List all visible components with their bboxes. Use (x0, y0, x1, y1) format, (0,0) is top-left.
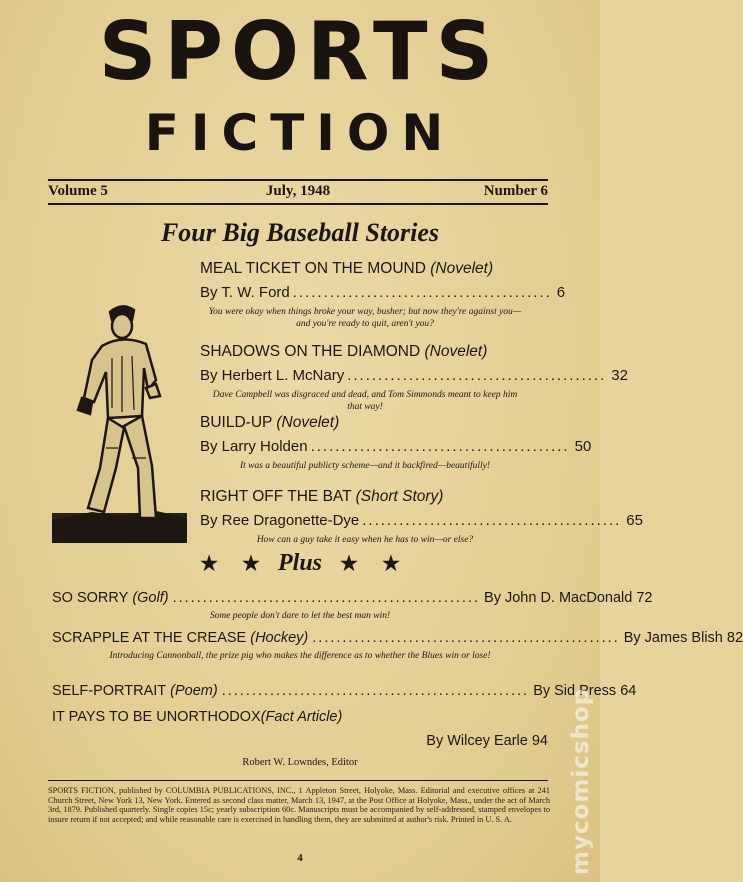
leader-dots: .......................................... (347, 367, 607, 384)
story-blurb: You were okay when things broke your way, busher; but now they're against you—and you're ready to quit, aren't you? (208, 307, 522, 329)
extra-author: By Wilcey Earle (426, 733, 528, 749)
extra-blurb: Some people don't dare to let the best man win! (209, 611, 391, 621)
leader-dots: ................................................... (221, 683, 530, 699)
story-2[interactable] (200, 342, 628, 413)
extra-1[interactable] (52, 588, 653, 622)
extra-page: 82 (726, 630, 743, 646)
plus-heading-row (0, 550, 600, 577)
story-title: MEAL TICKET ON THE MOUND (200, 260, 426, 277)
editor-credit: Robert W. Lowndes, Editor (242, 757, 358, 768)
leader-dots: .......................................... (292, 284, 552, 301)
story-3[interactable] (200, 413, 592, 472)
story-type: (Short Story) (355, 488, 444, 505)
extra-author: By Sid Press (533, 683, 617, 699)
extra-page: 94 (531, 733, 548, 749)
story-page: 6 (556, 284, 566, 301)
star-icon: ★ (340, 553, 358, 575)
issue-bottom-rule (48, 203, 548, 205)
extra-2[interactable] (52, 628, 743, 662)
extra-page: 64 (620, 683, 637, 699)
volume-label: Volume 5 (48, 183, 108, 199)
baseball-player-illustration (52, 298, 187, 543)
fine-print-rule (48, 780, 548, 781)
extra-title: SO SORRY (52, 590, 129, 606)
story-author: By Ree Dragonette-Dye (200, 512, 360, 529)
issue-number: Number 6 (483, 183, 548, 199)
story-blurb: Dave Campbell was disgraced and dead, and Tom Simmonds meant to keep him that way! (212, 390, 518, 412)
story-page: 65 (626, 512, 643, 529)
leader-dots: ................................................... (312, 630, 620, 646)
issue-date: July, 1948 (265, 183, 331, 199)
extra-author: By James Blish (623, 630, 723, 646)
story-title: BUILD-UP (200, 414, 273, 431)
story-page: 50 (574, 438, 592, 455)
star-icon: ★ (381, 553, 400, 575)
star-icon: ★ (242, 553, 260, 575)
extra-type: (Poem) (170, 683, 218, 699)
story-author: By T. W. Ford (200, 284, 290, 301)
story-type: (Novelet) (430, 260, 494, 277)
watermark: mycomicshop (568, 687, 594, 875)
issue-info-bar (48, 181, 548, 203)
extra-type: (Hockey) (250, 630, 309, 646)
masthead-fiction: FICTION (144, 104, 456, 162)
story-type: (Novelet) (276, 414, 340, 431)
masthead-sports: SPORTS (98, 5, 502, 98)
extra-page: 72 (636, 590, 653, 606)
star-icon: ★ (200, 553, 219, 575)
extra-type: (Fact Article) (260, 709, 343, 725)
story-1[interactable] (200, 259, 566, 330)
extra-3[interactable] (52, 681, 637, 701)
story-author: By Larry Holden (200, 438, 308, 455)
story-blurb: It was a beautiful publicty scheme—and it backfired—beautifully! (239, 461, 491, 471)
story-title: SHADOWS ON THE DIAMOND (200, 343, 421, 360)
publication-fine-print: SPORTS FICTION, published by COLUMBIA PUBLICATIONS, INC., 1 Appleton Street, Holyoke, Mass. Editorial and executive offices at 241 Church Street, New York 13, New York. Entered as second class matter, March 13, 1947, at the Post Office at Holyoke, Mass., under the act of March 3rd, 1879. Published quarterly. Single copies 15c; yearly subscription 60c. Manuscripts must be accompanied by self-addressed, stamped envelopes to insure return if not accepted; and while reasonable care is exercised in handling them, they are submitted at author's risk. Printed in U. S. A. (48, 786, 550, 824)
story-title: RIGHT OFF THE BAT (200, 488, 352, 505)
extra-blurb: Introducing Cannonball, the prize pig who makes the difference as to whether the Blues win or lose! (109, 651, 491, 661)
story-type: (Novelet) (424, 343, 488, 360)
extra-author: By John D. MacDonald (484, 590, 633, 606)
extra-type: (Golf) (132, 590, 169, 606)
extra-4[interactable] (52, 707, 548, 751)
story-page: 32 (611, 367, 628, 384)
story-blurb: How can a guy take it easy when he has to win—or else? (256, 535, 474, 545)
leader-dots: .......................................... (310, 438, 570, 455)
story-4[interactable] (200, 487, 643, 546)
story-author: By Herbert L. McNary (200, 367, 345, 384)
page-number: 4 (297, 852, 303, 864)
leader-dots: ................................................... (172, 590, 481, 606)
section-heading: Four Big Baseball Stories (160, 218, 440, 247)
extra-title: IT PAYS TO BE UNORTHODOX (52, 709, 261, 725)
plus-heading: Plus (277, 550, 322, 576)
leader-dots: .......................................... (362, 512, 622, 529)
extra-title: SELF-PORTRAIT (52, 683, 167, 699)
extra-title: SCRAPPLE AT THE CREASE (52, 630, 247, 646)
